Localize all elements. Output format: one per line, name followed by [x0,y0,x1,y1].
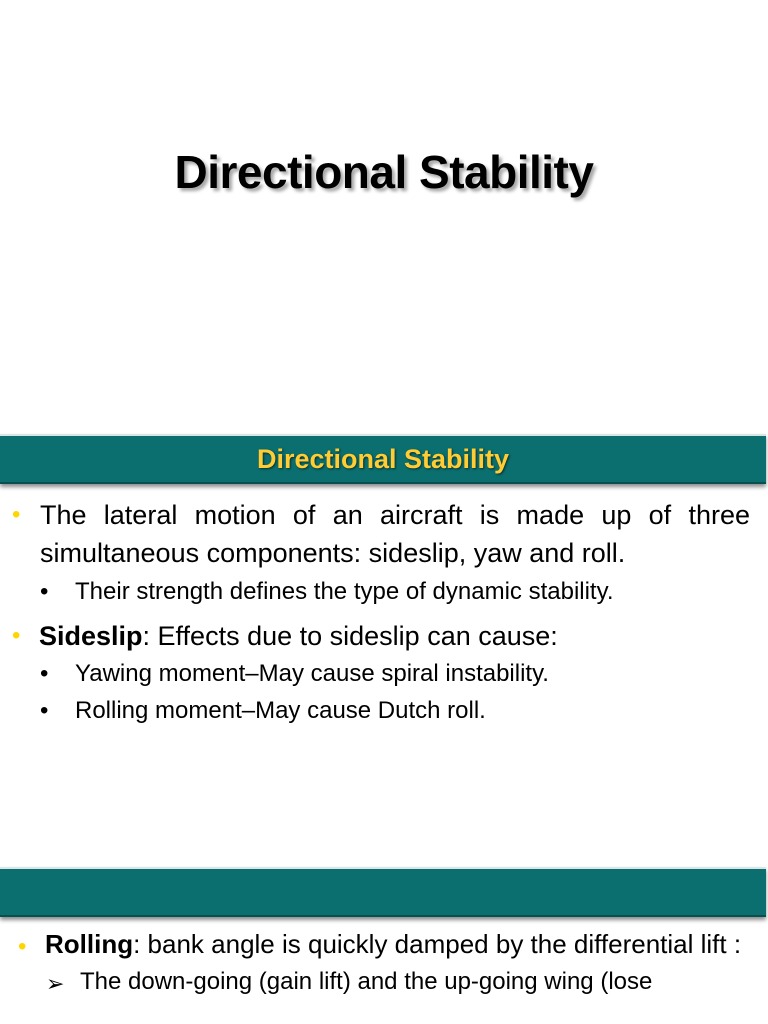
bullet-text [45,928,744,961]
slide-content [0,496,768,729]
slide-title-bar [0,867,766,917]
bullet-term: Sideslip [39,621,143,651]
bullet-text-rest: : bank angle is quickly damped by the differential lift : [133,929,742,959]
sub-bullet-item [0,655,768,692]
sub-bullet-text: Yawing moment–May cause spiral instability. [75,660,549,687]
bullet-text: The lateral motion of an aircraft is made up of three simultaneous components: sideslip, yaw and roll. [40,500,750,568]
bullet-item [0,617,768,655]
sub-bullet-icon: • [40,578,49,605]
sub-bullet-icon: • [40,660,49,687]
slide-main-title: Directional Stability [174,146,594,198]
bullet-term: Rolling [45,929,134,959]
sub-bullet-text: The down-going (gain lift) and the up-going wing (lose [80,968,653,995]
sub-bullet-icon: • [40,697,49,724]
sub-bullet-text: Rolling moment–May cause Dutch roll. [75,697,486,724]
slide-rolling [0,864,768,1024]
bullet-item [0,928,768,961]
sub-bullet-item [0,692,768,729]
arrow-bullet-icon: ➢ [46,971,65,996]
slide-directional-stability [0,432,768,864]
bullet-icon: • [12,501,21,528]
bullet-item [0,496,768,572]
sub-bullet-item [0,965,768,998]
slide-bar-title: Directional Stability [256,444,510,474]
slide-title [0,0,768,432]
slide-title-bar [0,434,766,484]
slide-content [0,928,768,998]
bullet-text [39,617,750,655]
bullet-text-rest: : Effects due to sideslip can cause: [142,621,558,651]
bullet-icon: • [18,933,27,960]
sub-bullet-text: Their strength defines the type of dynamic stability. [75,578,614,605]
bullet-icon: • [12,622,21,649]
sub-bullet-item [0,573,768,610]
